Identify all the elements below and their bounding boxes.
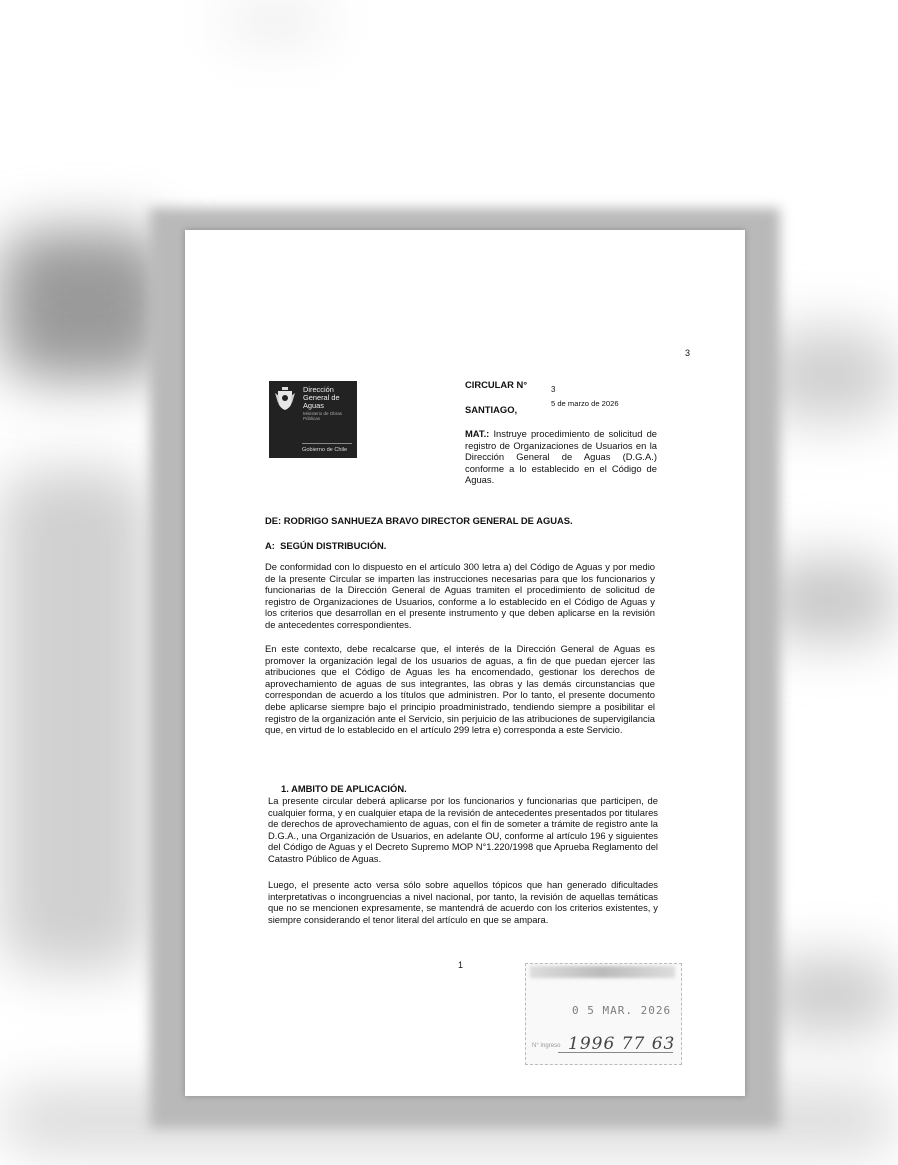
- to-line: [265, 540, 386, 552]
- background-smudge: [760, 960, 898, 1030]
- circular-number: 3: [551, 385, 556, 394]
- stamp-number: 1996 77 63: [568, 1034, 676, 1054]
- subject-block: [465, 428, 657, 486]
- page-number-top: 3: [685, 348, 691, 358]
- background-smudge: [225, 8, 325, 34]
- stamp-date: 0 5 MAR. 2026: [572, 1004, 672, 1017]
- document-page: [185, 230, 745, 1096]
- background-smudge: [0, 230, 170, 380]
- background-smudge: [760, 330, 898, 420]
- mat-label: MAT.:: [465, 428, 490, 439]
- body-paragraph-3: La presente circular deberá aplicarse por los funcionarios y funcionarias que participen, de cualquier forma, y en cualquier etapa de la revisión de antecedentes presentados por titulares de derechos de aprovechamiento de aguas, con el fin de someter a trámite de registro ante la D.G.A., una Organización de Usuarios, en adelante OU, conforme al artículo 196 y siguientes del Código de Aguas y el Decreto Supremo MOP N°1.220/1998 que Aprueba Reglamento del Catastro Público de Aguas.: [268, 795, 658, 864]
- body-paragraph-4: Luego, el presente acto versa sólo sobre aquellos tópicos que han generado dificultades interpretativas o incongruencias a nivel nacional, por tanto, la revisión de aquellas temáticas que no se mencionen expresamente, se mantendrá de acuerdo con los criterios existentes, y siempre considerando el tenor literal del artículo en que se ampara.: [268, 879, 658, 925]
- section-1-title: 1. AMBITO DE APLICACIÓN.: [281, 783, 407, 794]
- to-text: SEGÚN DISTRIBUCIÓN.: [280, 540, 387, 551]
- reception-stamp: [525, 963, 682, 1065]
- body-paragraph-2: En este contexto, debe recalcarse que, el interés de la Dirección General de Aguas es promover la organización legal de los usuarios de aguas, a fin de que puedan ejercer las atribuciones que el Código de Aguas les ha encomendado, gestionar los derechos de aprovechamiento de aguas de sus integrantes, las obras y las demás circunstancias que correspondan de acuerdo a los títulos que administren. Por lo tanto, el presente documento debe aplicarse siempre bajo el principio proadministrado, tendiendo siempre a posibilitar el registro de la organización ante el Servicio, sin perjuicio de las atribuciones de supervigilancia que, en virtud de lo establecido en el artículo 299 letra e) corresponda a este Servicio.: [265, 643, 655, 736]
- logo-government: Gobierno de Chile: [302, 447, 348, 453]
- background-smudge: [0, 470, 150, 970]
- place-label: SANTIAGO,: [465, 404, 518, 415]
- stamp-number-label: N° Ingreso: [532, 1043, 561, 1049]
- page-number-footer: 1: [458, 960, 464, 970]
- coat-of-arms-icon: [275, 387, 295, 411]
- stamp-header: [530, 966, 675, 978]
- background-smudge: [760, 560, 898, 640]
- mat-text: Instruye procedimiento de solicitud de registro de Organizaciones de Usuarios en la Dirección General de Aguas (D.G.A.) conforme a lo establecido en el Código de Aguas.: [465, 428, 657, 486]
- circular-label: CIRCULAR N°: [465, 379, 528, 390]
- to-label: A:: [265, 540, 275, 551]
- logo-name: Dirección General de Aguas: [303, 385, 340, 410]
- logo-divider: [302, 443, 352, 444]
- from-line: DE: RODRIGO SANHUEZA BRAVO DIRECTOR GENERAL DE AGUAS.: [265, 515, 573, 526]
- dga-logo: [269, 381, 357, 458]
- date: 5 de marzo de 2026: [551, 399, 619, 408]
- logo-ministry: Ministerio de Obras Públicas: [303, 411, 343, 422]
- body-paragraph-1: De conformidad con lo dispuesto en el artículo 300 letra a) del Código de Aguas y por medio de la presente Circular se imparten las instrucciones necesarias para que los funcionarios y funcionarias de la Dirección General de Aguas tramiten el procedimiento de solicitud de registro de Organizaciones de Usuarios, conforme a lo establecido en el Código de Aguas y los criterios que desarrollan en el presente instrumento y que deben aplicarse en la revisión de antecedentes correspondientes.: [265, 561, 655, 630]
